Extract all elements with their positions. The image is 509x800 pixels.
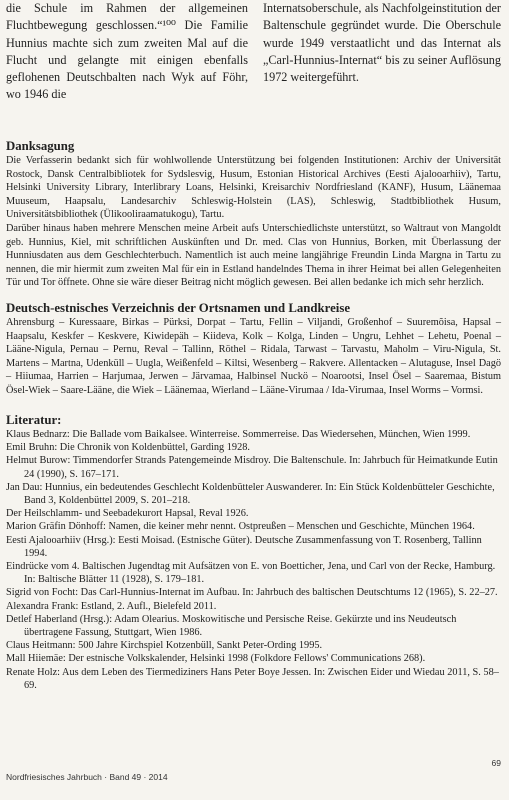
left-column bbox=[6, 0, 248, 128]
literatur-item: Eesti Ajalooarhiiv (Hrsg.): Eesti Moisad. (Estnische Güter). Deutsche Zusammenfassung von T. Rosenberg, Tallinn 1994. bbox=[6, 534, 482, 559]
literatur-item: Sigrid von Focht: Das Carl-Hunnius-Internat im Aufbau. In: Jahrbuch des baltischen Deutschtums 12 (1965), S. 22–27. bbox=[6, 587, 498, 599]
right-column bbox=[263, 0, 501, 128]
literatur-item: Emil Bruhn: Die Chronik von Koldenbüttel, Garding 1928. bbox=[6, 442, 250, 454]
ortsnamen-heading: Deutsch-estnisches Verzeichnis der Ortsnamen und Landkreise bbox=[6, 301, 350, 315]
journal-footer-label: Nordfriesisches Jahrbuch · Band 49 · 2014 bbox=[6, 772, 168, 782]
literatur-section bbox=[6, 412, 501, 692]
literatur-item: Helmut Burow: Timmendorfer Strands Patengemeinde Misdroy. Die Baltenschule. In: Jahrbuch für Heimatkunde Eutin 24 (1990), S. 167–171. bbox=[6, 455, 498, 480]
page-footer bbox=[6, 758, 501, 782]
top-columns bbox=[6, 0, 501, 128]
literatur-item: Alexandra Frank: Estland, 2. Aufl., Bielefeld 2011. bbox=[6, 600, 217, 612]
ortsnamen-text: Ahrensburg – Kuressaare, Birkas – Pürksi, Dorpat – Tartu, Fellin – Viljandi, Großenhof – Suuremõisa, Hapsal – Haapsalu, Keskfer – Keskvere, Kiwidepäh – Kiideva, Kolk – Kolga, Linden – Ungru, Lehhet – Lehetu, Poenal – Lääne-Nigula, Pernau – Pernu, Reval – Tallinn, Röthel – Ridala, Tarwast – Tarvastu, Maholm – Viru-Nigula, St. Martens – Martna, Udenküll – Uugla, Weißenfeld – Kiltsi, Wesenberg – Rakvere. Allentacken – Alutaguse, Insel Dagö – Hiiumaa, Harrien – Harjumaa, Jerwen – Järvamaa, Halbinsel Nuckö – Noarootsi, Insel Ösel – Saaremaa, Bistum Ösel-Wiek – Saare-Lääne, die Wiek – Läänemaa, Wierland – Lääne-Virumaa / Ida-Virumaa, Insel Worms – Vormsi. bbox=[6, 317, 501, 396]
right-column-text: Internatsoberschule, als Nachfolgeinstitution der Baltenschule gegründet wurde. Die Oberschule wurde 1949 verstaatlicht und das Internat als „Carl-Hunnius-Internat“ bis zu seiner Auflösung 1972 weitergeführt. bbox=[263, 1, 501, 85]
left-column-text: die Schule im Rahmen der allgemeinen Fluchtbewegung geschlossen.“¹⁰⁰ Die Familie Hunnius machte sich zum zweiten Mal auf die Flucht und gelangte mit einigen ebenfalls geflohenen Deutschbalten nach Wyk auf Föhr, wo 1946 die bbox=[6, 1, 248, 102]
literatur-item: Renate Holz: Aus dem Leben des Tiermediziners Hans Peter Boye Jessen. In: Zwischen Eider und Wiedau 2011, S. 58–69. bbox=[6, 666, 499, 691]
literatur-item: Jan Dau: Hunnius, ein bedeutendes Geschlecht Koldenbütteler Auswanderer. In: Ein Stück Koldenbütteler Geschichte, Band 3, Koldenbüttel 2009, S. 201–218. bbox=[6, 481, 495, 507]
danksagung-paragraph-2: Darüber hinaus haben mehrere Menschen meine Arbeit aufs Unterschiedlichste unterstützt, so Waltraut von Mangoldt geb. Hunnius, Kiel, mit schriftlichen Auskünften und Dr. med. Clas von Hunnius, Borken, mit Überlassung der Hunniusdaten aus dem Geschlechterbuch. Namentlich ist auch meine langjährige Freundin Linda Margna in Tartu zu nennen, die mir hiermit zum zweiten Mal für ein in Estland handelndes Thema in ihrer Heimat bei allen Gelegenheiten Tür und Tor öffnete. Ohne sie wäre dieser Beitrag nicht möglich gewesen. Bei allen bedanke ich mich sehr herzlich. bbox=[6, 222, 501, 289]
literatur-item: Klaus Bednarz: Die Ballade vom Baikalsee. Winterreise. Sommerreise. Das Wiedersehen, München, Wien 1999. bbox=[6, 429, 471, 440]
literatur-item: Der Heilschlamm- und Seebadekurort Hapsal, Reval 1926. bbox=[6, 508, 249, 520]
danksagung-section bbox=[6, 138, 501, 290]
ortsnamen-section bbox=[6, 300, 501, 398]
literatur-item: Detlef Haberland (Hrsg.): Adam Olearius. Moskowitische und Persische Reise. Gekürzte und ins Neudeutsch übertragene Fassung, Stuttgart, Wien 1986. bbox=[6, 613, 457, 639]
page-number: 69 bbox=[491, 758, 501, 768]
literatur-item: Marion Gräfin Dönhoff: Namen, die keiner mehr nennt. Ostpreußen – Menschen und Geschichte, München 1964. bbox=[6, 521, 475, 533]
danksagung-paragraph-1: Die Verfasserin bedankt sich für wohlwollende Unterstützung bei folgenden Institutionen: Archiv der Universität Rostock, Dansk Centralbibliotek for Sydslesvig, Husum, Estonian Historical Archives (Eesti Ajalooarhiiv), Tartu, Helsinki University Library, Interlibrary Loans, Helsinki, Kreisarchiv Nordfriesland (KANF), Husum, Läänemaa Muuseum, Haapsalu, Landesarchiv Schleswig-Holstein (LAS), Schleswig, Stadtbibliothek Husum, Universitätsbibliothek (Ülikooliraamatukogu), Tartu. bbox=[6, 155, 501, 221]
literatur-item: Eindrücke vom 4. Baltischen Jugendtag mit Aufsätzen von E. von Boetticher, Jena, und Carl von der Recke, Hamburg. In: Baltische Blätter 11 (1928), S. 179–181. bbox=[6, 561, 496, 586]
literatur-list bbox=[6, 428, 501, 692]
literatur-heading: Literatur: bbox=[6, 413, 62, 427]
literatur-item: Mall Hiiemäe: Der estnische Volkskalender, Helsinki 1998 (Folkdore Fellows' Communications 268). bbox=[6, 653, 426, 665]
literatur-item: Claus Heitmann: 500 Jahre Kirchspiel Kotzenbüll, Sankt Peter-Ording 1995. bbox=[6, 640, 323, 652]
danksagung-heading: Danksagung bbox=[6, 139, 75, 153]
